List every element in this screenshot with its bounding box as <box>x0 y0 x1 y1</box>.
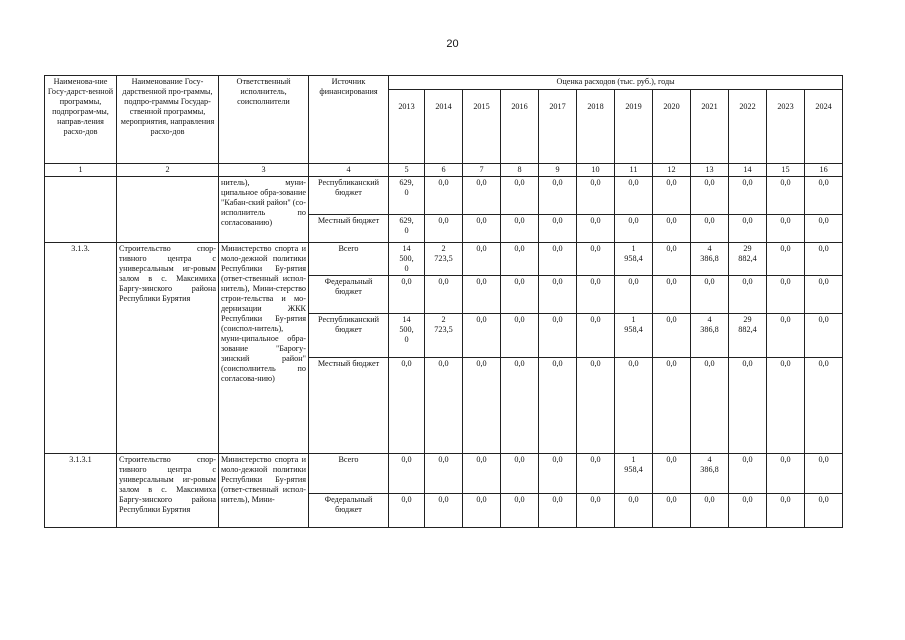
header-year-cell: 2023 <box>767 90 805 164</box>
column-number-cell: 16 <box>805 164 843 177</box>
header-estimate: Оценка расходов (тыс. руб.), годы <box>389 76 843 90</box>
row-value-cell: 0,0 <box>615 177 653 215</box>
row-value-cell: 0,0 <box>425 276 463 314</box>
row-value-cell: 0,0 <box>539 276 577 314</box>
row-value-cell: 0,0 <box>805 314 843 358</box>
row-name-cell: Строительство спор-тивного центра с универсальным иг-ровым залом в с. Максимиха Баргу-зинского района Республики Бурятия <box>117 454 219 528</box>
column-number-cell: 4 <box>309 164 389 177</box>
row-value-cell: 0,0 <box>653 276 691 314</box>
row-value-cell: 0,0 <box>425 454 463 494</box>
header-year-cell: 2021 <box>691 90 729 164</box>
row-value-cell: 0,0 <box>463 494 501 528</box>
budget-table <box>44 75 843 528</box>
row-value-cell: 0,0 <box>653 454 691 494</box>
row-source-cell: Федеральный бюджет <box>309 276 389 314</box>
header-year-cell: 2024 <box>805 90 843 164</box>
row-value-cell: 0,0 <box>463 215 501 243</box>
row-value-cell: 0,0 <box>767 276 805 314</box>
row-value-cell: 0,0 <box>615 494 653 528</box>
header-source: Источник финансирования <box>309 76 389 164</box>
row-value-cell: 0,0 <box>389 358 425 454</box>
row-value-cell: 0,0 <box>389 494 425 528</box>
row-executor-cell: Министерство спорта и моло-дежной политики Республики Бу-рятия (ответ-ственный испол-нитель), Мини-стерство строи-тельства и мо-дернизации ЖКК Республики Бу-рятия (соиспол-нитель), муни-ципальное обра-зование "Барогу-зинский район" (соисполнитель по согласова-нию) <box>219 243 309 454</box>
header-subprogram-name: Наименование Госу-дарственной про-граммы, подпро-граммы Государ-ственной программы, мероприятия, направления расхо-дов <box>117 76 219 164</box>
row-value-cell: 0,0 <box>539 358 577 454</box>
header-year-cell: 2018 <box>577 90 615 164</box>
row-value-cell: 1 958,4 <box>615 243 653 276</box>
row-value-cell: 0,0 <box>389 454 425 494</box>
row-value-cell: 2 723,5 <box>425 243 463 276</box>
row-value-cell: 0,0 <box>805 177 843 215</box>
row-value-cell: 0,0 <box>425 494 463 528</box>
row-value-cell: 4 386,8 <box>691 314 729 358</box>
header-executor: Ответственный исполнитель, соисполнители <box>219 76 309 164</box>
row-value-cell: 0,0 <box>389 276 425 314</box>
row-value-cell: 0,0 <box>653 215 691 243</box>
row-value-cell: 0,0 <box>691 215 729 243</box>
column-number-cell: 12 <box>653 164 691 177</box>
row-value-cell: 0,0 <box>463 314 501 358</box>
row-value-cell: 0,0 <box>767 358 805 454</box>
row-value-cell: 0,0 <box>501 243 539 276</box>
row-code-cell <box>45 177 117 243</box>
row-value-cell: 0,0 <box>501 177 539 215</box>
row-value-cell: 0,0 <box>767 215 805 243</box>
column-number-cell: 11 <box>615 164 653 177</box>
column-number-cell: 10 <box>577 164 615 177</box>
row-value-cell: 0,0 <box>501 215 539 243</box>
row-code-cell: 3.1.3.1 <box>45 454 117 528</box>
row-value-cell: 0,0 <box>501 494 539 528</box>
row-value-cell: 0,0 <box>653 177 691 215</box>
row-value-cell: 0,0 <box>577 454 615 494</box>
row-value-cell: 0,0 <box>463 454 501 494</box>
row-value-cell: 0,0 <box>691 358 729 454</box>
row-code-cell: 3.1.3. <box>45 243 117 454</box>
row-value-cell: 0,0 <box>805 494 843 528</box>
row-value-cell: 0,0 <box>767 494 805 528</box>
row-value-cell: 0,0 <box>805 215 843 243</box>
table-row <box>45 243 843 276</box>
row-source-cell: Местный бюджет <box>309 215 389 243</box>
row-value-cell: 4 386,8 <box>691 454 729 494</box>
row-executor-cell: нитель), муни-ципальное обра-зование "Кабан-ский район" (со-исполнитель по согласованию) <box>219 177 309 243</box>
row-value-cell: 0,0 <box>805 243 843 276</box>
column-number-cell: 13 <box>691 164 729 177</box>
header-year-cell: 2013 <box>389 90 425 164</box>
row-value-cell: 0,0 <box>691 177 729 215</box>
row-value-cell: 0,0 <box>539 243 577 276</box>
row-value-cell: 0,0 <box>767 314 805 358</box>
row-value-cell: 0,0 <box>691 276 729 314</box>
row-value-cell: 1 958,4 <box>615 454 653 494</box>
column-number-cell: 2 <box>117 164 219 177</box>
row-value-cell: 0,0 <box>501 276 539 314</box>
header-year-cell: 2019 <box>615 90 653 164</box>
row-value-cell: 0,0 <box>539 314 577 358</box>
row-value-cell: 0,0 <box>577 314 615 358</box>
row-value-cell: 0,0 <box>615 215 653 243</box>
row-value-cell: 0,0 <box>577 243 615 276</box>
column-number-cell: 9 <box>539 164 577 177</box>
row-value-cell: 14 500, 0 <box>389 243 425 276</box>
row-executor-cell: Министерство спорта и моло-дежной политики Республики Бу-рятия (ответ-ственный испол-нитель), Мини- <box>219 454 309 528</box>
row-value-cell: 29 882,4 <box>729 243 767 276</box>
row-value-cell: 0,0 <box>539 494 577 528</box>
header-year-cell: 2020 <box>653 90 691 164</box>
row-value-cell: 0,0 <box>805 454 843 494</box>
row-value-cell: 0,0 <box>577 494 615 528</box>
row-value-cell: 0,0 <box>805 358 843 454</box>
row-value-cell: 0,0 <box>577 215 615 243</box>
row-value-cell: 0,0 <box>463 358 501 454</box>
row-value-cell: 0,0 <box>767 177 805 215</box>
row-source-cell: Всего <box>309 454 389 494</box>
column-number-cell: 1 <box>45 164 117 177</box>
header-year-cell: 2014 <box>425 90 463 164</box>
row-value-cell: 0,0 <box>539 454 577 494</box>
column-number-cell: 15 <box>767 164 805 177</box>
row-value-cell: 0,0 <box>463 243 501 276</box>
row-value-cell: 0,0 <box>539 215 577 243</box>
row-value-cell: 2 723,5 <box>425 314 463 358</box>
page-number: 20 <box>446 38 459 50</box>
column-number-cell: 6 <box>425 164 463 177</box>
column-number-cell: 7 <box>463 164 501 177</box>
table-row <box>45 177 843 215</box>
row-value-cell: 0,0 <box>729 177 767 215</box>
row-value-cell: 629, 0 <box>389 177 425 215</box>
row-value-cell: 0,0 <box>463 276 501 314</box>
row-name-cell <box>117 177 219 243</box>
row-value-cell: 0,0 <box>501 358 539 454</box>
row-value-cell: 14 500, 0 <box>389 314 425 358</box>
row-value-cell: 0,0 <box>653 494 691 528</box>
row-value-cell: 0,0 <box>425 215 463 243</box>
row-value-cell: 0,0 <box>425 358 463 454</box>
row-value-cell: 0,0 <box>653 358 691 454</box>
row-value-cell: 1 958,4 <box>615 314 653 358</box>
header-year-cell: 2022 <box>729 90 767 164</box>
row-value-cell: 0,0 <box>539 177 577 215</box>
column-number-cell: 5 <box>389 164 425 177</box>
row-value-cell: 0,0 <box>729 215 767 243</box>
row-value-cell: 0,0 <box>501 454 539 494</box>
row-value-cell: 0,0 <box>729 276 767 314</box>
row-value-cell: 0,0 <box>501 314 539 358</box>
row-value-cell: 0,0 <box>729 454 767 494</box>
row-source-cell: Федеральный бюджет <box>309 494 389 528</box>
row-source-cell: Республиканский бюджет <box>309 177 389 215</box>
row-value-cell: 0,0 <box>653 314 691 358</box>
row-value-cell: 4 386,8 <box>691 243 729 276</box>
row-name-cell: Строительство спор-тивного центра с универсальным иг-ровым залом в с. Максимиха Баргу-зинского района Республики Бурятия <box>117 243 219 454</box>
row-value-cell: 629, 0 <box>389 215 425 243</box>
header-program-name: Наименова-ние Госу-дарст-венной программы, подпрограм-мы, направ-ления расхо-дов <box>45 76 117 164</box>
column-number-cell: 3 <box>219 164 309 177</box>
column-number-cell: 14 <box>729 164 767 177</box>
row-value-cell: 0,0 <box>729 494 767 528</box>
row-source-cell: Местный бюджет <box>309 358 389 454</box>
header-year-cell: 2016 <box>501 90 539 164</box>
row-source-cell: Республиканский бюджет <box>309 314 389 358</box>
row-value-cell: 0,0 <box>577 177 615 215</box>
table-row <box>45 454 843 494</box>
row-value-cell: 0,0 <box>615 276 653 314</box>
header-year-cell: 2017 <box>539 90 577 164</box>
row-value-cell: 0,0 <box>767 454 805 494</box>
row-value-cell: 0,0 <box>767 243 805 276</box>
row-value-cell: 0,0 <box>615 358 653 454</box>
row-value-cell: 0,0 <box>463 177 501 215</box>
row-value-cell: 0,0 <box>653 243 691 276</box>
row-value-cell: 0,0 <box>577 276 615 314</box>
row-value-cell: 29 882,4 <box>729 314 767 358</box>
column-number-cell: 8 <box>501 164 539 177</box>
row-value-cell: 0,0 <box>425 177 463 215</box>
row-value-cell: 0,0 <box>577 358 615 454</box>
row-value-cell: 0,0 <box>729 358 767 454</box>
header-year-cell: 2015 <box>463 90 501 164</box>
row-source-cell: Всего <box>309 243 389 276</box>
row-value-cell: 0,0 <box>691 494 729 528</box>
row-value-cell: 0,0 <box>805 276 843 314</box>
